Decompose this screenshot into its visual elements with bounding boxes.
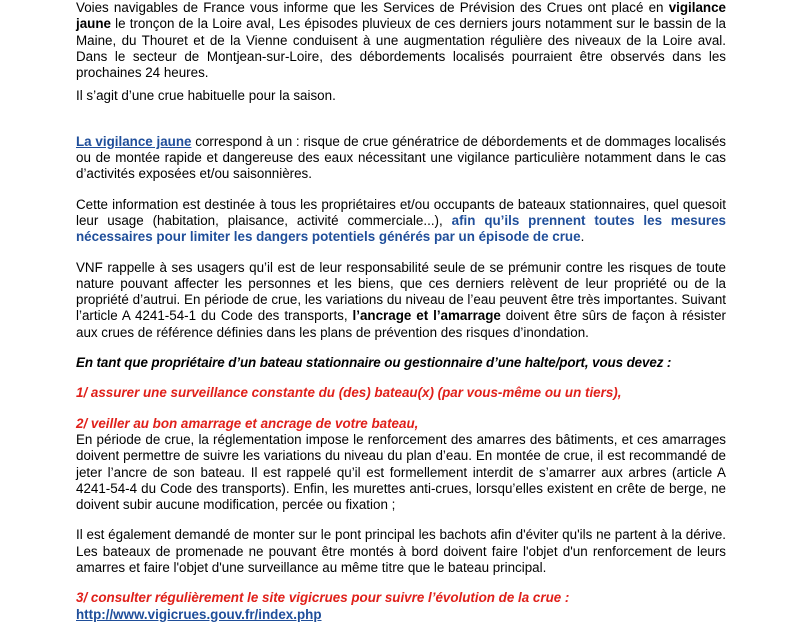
measures-emphasis: afin qu’ils prennent toutes les mesures nécessaires pour limiter les dangers potentiels générés par un épisode de crue (76, 212, 727, 245)
duty-item-1: 1/ assurer une surveillance constante du (des) bateau(x) (par vous-même ou un tiers), (76, 385, 622, 401)
duty-item-3-title: 3/ consulter régulièrement le site vigicrues pour suivre l’évolution de la crue : (76, 590, 570, 606)
audience-paragraph (76, 197, 726, 246)
vnf-text-end: doivent être sûrs de façon à résister aux crues de référence définies dans les plans de prévention des risques d’inondation. (76, 308, 727, 340)
vigicrues-link[interactable]: http://www.vigicrues.gouv.fr/index.php (76, 606, 322, 622)
duty-item-2-text: En période de crue, la réglementation impose le renforcement des amarres des bâtiments, et ces amarrages doivent permettre de suivre les variations du niveau du plan d’eau. En montée de crue, il est recommandé de jeter l’ancre de son bateau. Il est rappelé qu’il est formellement interdit de s’amarrer aux arbres (article A 4241-54-4 du Code des transports). Enfin, les murettes anti-crues, lorsqu’elles existent en crête de berge, ne doivent subir aucune modification, percée ou fixation ; (76, 431, 726, 513)
intro-text-end: le tronçon de la Loire aval, Les épisodes pluvieux de ces derniers jours notamment sur le bassin de la Maine, du Thouret et de la Vienne conduisent à une augmentation régulière des niveaux de la Loire aval. Dans le secteur de Montjean-sur-Loire, des débordements localisés pourraient être observés dans les prochaines 24 heures. (76, 16, 726, 81)
document-body (76, 0, 726, 623)
dinghy-paragraph: Il est également demandé de monter sur le pont principal les bachots afin d'éviter qu'ils ne partent à la dérive. Les bateaux de promenade ne pouvant être montés à bord doivent faire l'objet d'un renforcement de leurs amarres et faire l'objet d'une surveillance au même titre que le bateau principal. (76, 527, 726, 576)
intro-text-start: Voies navigables de France vous informe que les Services de Prévision des Crues ont placé en (76, 0, 669, 15)
audience-end: . (580, 229, 585, 245)
owner-duties-heading (76, 355, 726, 371)
yellow-vigilance-link[interactable]: La vigilance jaune (76, 133, 192, 149)
vigicrues-link-line (76, 607, 726, 623)
vnf-text-start: VNF rappelle à ses usagers qu’il est de leur responsabilité seule de se prémunir contre les risques de toute nature pouvant affecter les personnes et les biens, que ces derniers relèvent de leur propriété ou de la propriété d’autrui. En période de crue, les variations du niveau de l’eau peuvent être très importantes. Suivant l’article A 4241-54-1 du Code des transports, (76, 259, 726, 324)
yellow-vigilance-text: correspond à un : risque de crue génératrice de débordements et de dommages localisés ou de montée rapide et dangereuse des eaux nécessitant une vigilance particulière notamment dans le cas d’activités exposées et/ou saisonnières. (76, 133, 726, 182)
duty-item-2-title: 2/ veiller au bon amarrage et ancrage de votre bateau, (76, 415, 419, 431)
audience-text: Cette information est destinée à tous les propriétaires et/ou occupants de bateaux stationnaires, quel quesoit leur usage (habitation, plaisance, activité commerciale...), (76, 196, 726, 228)
anchoring-mooring-bold: l’ancrage et l’amarrage (352, 308, 501, 324)
vigilance-level-bold: vigilance jaune (76, 0, 726, 32)
vnf-responsibility-paragraph (76, 260, 726, 341)
intro-paragraph (76, 0, 726, 81)
owner-duties-text: En tant que propriétaire d’un bateau stationnaire ou gestionnaire d’une halte/port, vous devez : (76, 355, 672, 371)
usual-flood-note: Il s’agit d’une crue habituelle pour la saison. (76, 88, 336, 104)
yellow-vigilance-definition (76, 134, 726, 183)
